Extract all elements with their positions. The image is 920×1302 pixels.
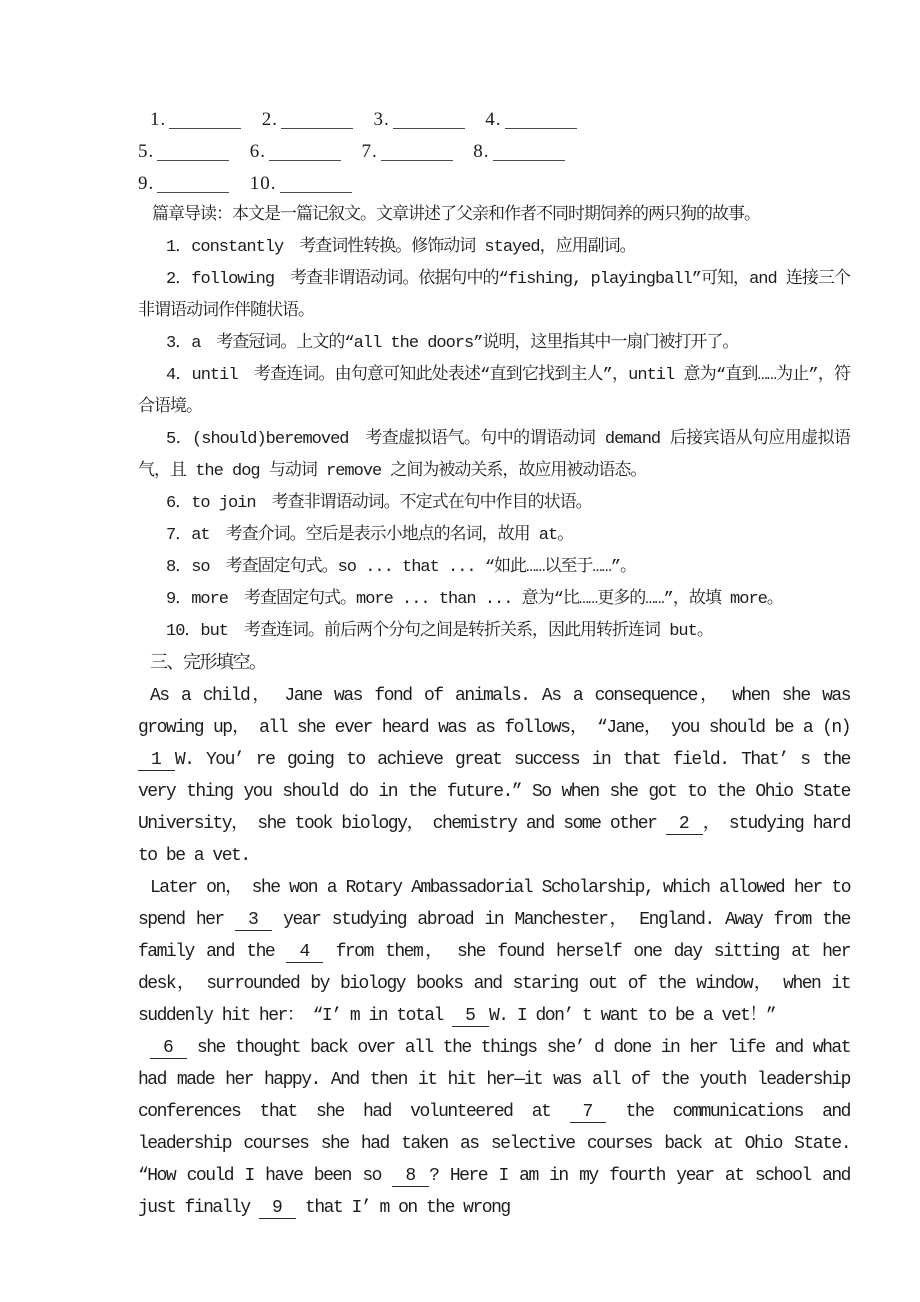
answer-blank-item-9 xyxy=(138,168,245,200)
explanation-item-8: 8．so 考查固定句式。so ... that ... “如此……以至于……”。 xyxy=(166,558,637,577)
answer-blank-line xyxy=(493,141,565,161)
answer-blank-line xyxy=(505,109,577,129)
explanation-item-6: 6．to join 考查非谓语动词。不定式在句中作目的状语。 xyxy=(166,494,592,513)
answer-blank-item-7 xyxy=(362,136,469,168)
explanation-item-9: 9．more 考查固定句式。more ... than ... 意为“比……更多的……”，故填 more。 xyxy=(166,590,783,609)
answer-blank-number: 9. xyxy=(138,173,155,194)
cloze-blank-8: 8 xyxy=(392,1166,429,1187)
answer-blank-row-1 xyxy=(138,104,850,136)
answer-blank-line xyxy=(393,109,465,129)
answer-blank-line xyxy=(157,173,229,193)
answer-blank-item-10 xyxy=(250,168,357,200)
answer-blank-number: 10. xyxy=(249,173,277,194)
answer-blank-line xyxy=(157,141,229,161)
answer-blank-item-2 xyxy=(262,104,369,136)
explanation-item-10: 10．but 考查连词。前后两个分句之间是转折关系，因此用转折连词 but。 xyxy=(166,622,713,641)
answer-blank-number: 1. xyxy=(150,109,167,130)
answer-blank-item-8 xyxy=(473,136,580,168)
answer-blank-number: 4. xyxy=(485,109,502,130)
explanation-item-7: 7．at 考查介词。空后是表示小地点的名词，故用 at。 xyxy=(166,526,574,545)
answer-blank-number: 8. xyxy=(473,141,490,162)
cloze-blank-5: 5 xyxy=(452,1006,489,1027)
cloze-blank-9: 9 xyxy=(259,1198,296,1219)
answer-blank-line xyxy=(169,109,241,129)
cloze-blank-1: 1 xyxy=(138,750,175,771)
answer-blank-line xyxy=(381,141,453,161)
answer-blank-number: 2. xyxy=(261,109,278,130)
cloze-blank-4: 4 xyxy=(286,942,323,963)
explanation-item-1: 1．constantly 考查词性转换。修饰动词 stayed，应用副词。 xyxy=(166,238,636,257)
answer-blank-item-1 xyxy=(150,104,257,136)
answer-blank-row-2 xyxy=(138,136,850,168)
answer-blank-item-4 xyxy=(485,104,592,136)
explanation-item-2: 2．following 考查非谓语动词。依据句中的“fishing, playingball”可知，and 连接三个非谓语动词作伴随状语。 xyxy=(138,270,850,321)
answer-blank-row-3 xyxy=(138,168,850,200)
answer-blank-number: 3. xyxy=(373,109,390,130)
answer-blank-line xyxy=(280,173,352,193)
cloze-blank-6: 6 xyxy=(150,1038,187,1059)
cloze-blank-2: 2 xyxy=(666,814,703,835)
cloze-paragraph-3: 6 she thought back over all the things she’ d done in her life and what had made her happy. And then it hit her—it was all of the youth leadership conferences that she had volunteered at 7 the communications and leadership courses she had taken as selective courses back at Ohio State. “How could I have been so 8 ? Here I am in my fourth year at school and just finally 9 that I’ m on the wrong xyxy=(138,1038,850,1218)
section-heading-cloze: 三、完形填空。 xyxy=(150,654,266,674)
cloze-paragraph-2: Later on， she won a Rotary Ambassadorial Scholarship, which allowed her to spend her 3 year studying abroad in Manchester， England. Away from the family and the 4 from them， she found herself one day sitting at her desk， surrounded by biology books and staring out of the window， when it suddenly hit her： “I’ m in total 5 W. I don’ t want to be a vet！” xyxy=(138,878,850,1026)
answer-blank-number: 7. xyxy=(361,141,378,162)
explanation-item-3: 3．a 考查冠词。上文的“all the doors”说明，这里指其中一扇门被打开了。 xyxy=(166,334,739,353)
explanation-item-4: 4．until 考查连词。由句意可知此处表述“直到它找到主人”，until 意为“直到……为止”，符合语境。 xyxy=(138,366,850,417)
answer-blank-line xyxy=(269,141,341,161)
cloze-section xyxy=(138,648,850,1224)
reading-guide-intro: 篇章导读：本文是一篇记叙文。文章讲述了父亲和作者不同时期饲养的两只狗的故事。 xyxy=(152,206,760,225)
answer-explanations xyxy=(138,200,850,648)
answer-blank-number: 5. xyxy=(138,141,155,162)
answer-blank-number: 6. xyxy=(249,141,266,162)
cloze-blank-3: 3 xyxy=(235,910,272,931)
answer-blank-grid xyxy=(138,104,850,200)
cloze-blank-7: 7 xyxy=(570,1102,607,1123)
answer-blank-item-5 xyxy=(138,136,245,168)
answer-blank-item-6 xyxy=(250,136,357,168)
answer-blank-line xyxy=(281,109,353,129)
cloze-paragraph-1: As a child， Jane was fond of animals. As a consequence， when she was growing up， all she ever heard was as follows， “Jane， you should be a (n) 1 W. You’ re going to achieve great success in that field. That’ s the very thing you should do in the future.” So when she got to the Ohio State University， she took biology， chemistry and some other 2 ， studying hard to be a vet. xyxy=(138,686,850,866)
answer-blank-item-3 xyxy=(374,104,481,136)
explanation-item-5: 5．(should)beremoved 考查虚拟语气。句中的谓语动词 demand 后接宾语从句应用虚拟语气，且 the dog 与动词 remove 之间为被动关系，故应用被动语态。 xyxy=(138,430,850,481)
